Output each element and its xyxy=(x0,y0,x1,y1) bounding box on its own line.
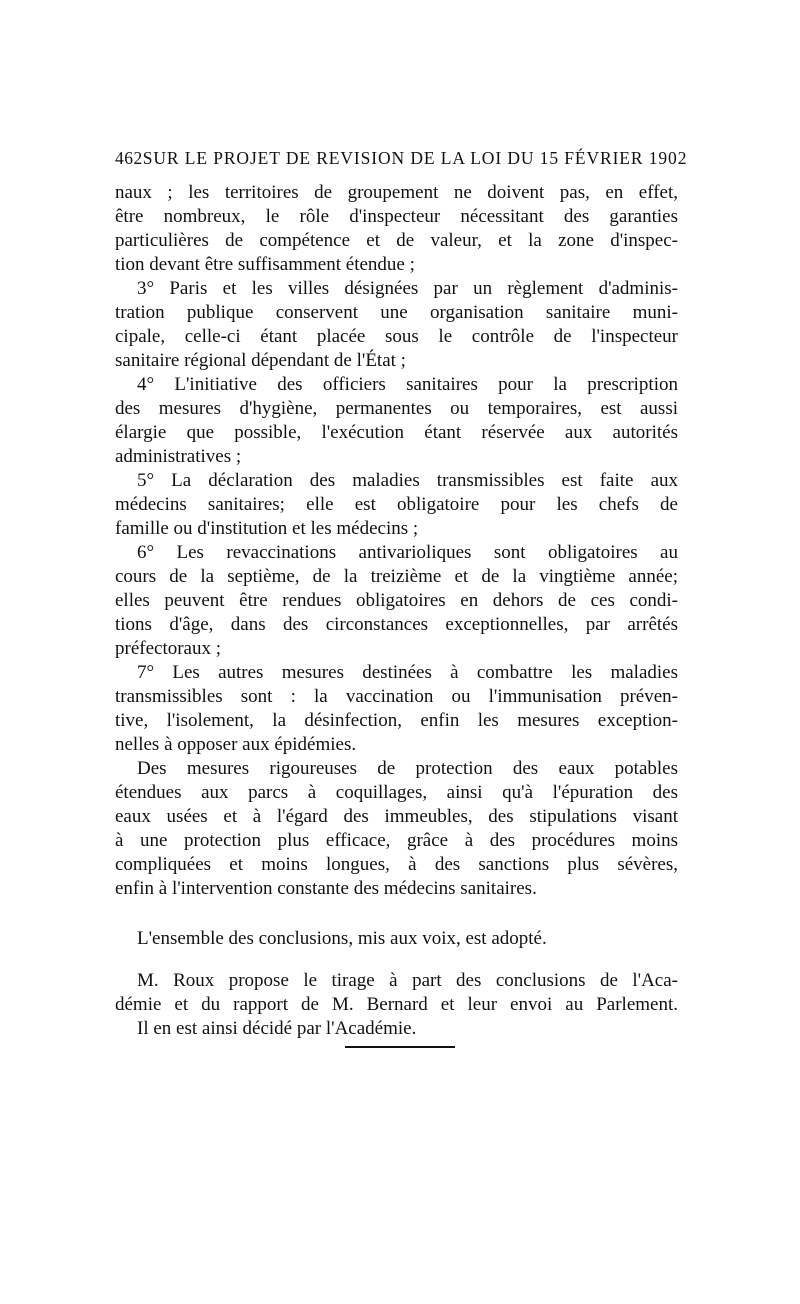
page-number: 462 xyxy=(115,148,143,168)
text-line: tion devant être suffisamment étendue ; xyxy=(115,254,415,275)
text-line: Des mesures rigoureuses de protection des eaux potables xyxy=(137,758,678,779)
text-line: 3° Paris et les villes désignées par un règlement d'adminis- xyxy=(137,278,678,299)
text-line: tions d'âge, dans des circonstances exceptionnelles, par arrêtés xyxy=(115,614,678,635)
text-line: 6° Les revaccinations antivarioliques sont obligatoires au xyxy=(137,542,678,563)
body-text xyxy=(115,181,678,1041)
text-line: être nombreux, le rôle d'inspecteur nécessitant des garanties xyxy=(115,206,678,227)
text-line: nelles à opposer aux épidémies. xyxy=(115,734,357,755)
text-line: administratives ; xyxy=(115,446,242,467)
text-line: des mesures d'hygiène, permanentes ou temporaires, est aussi xyxy=(115,398,678,419)
text-line: M. Roux propose le tirage à part des conclusions de l'Aca- xyxy=(137,970,678,991)
text-line: enfin à l'intervention constante des médecins sanitaires. xyxy=(115,878,537,899)
text-line: démie et du rapport de M. Bernard et leur envoi au Parlement. xyxy=(115,994,678,1015)
text-line: sanitaire régional dépendant de l'État ; xyxy=(115,350,406,371)
text-line: transmissibles sont : la vaccination ou l'immunisation préven- xyxy=(115,686,678,707)
text-line: tive, l'isolement, la désinfection, enfin les mesures exception- xyxy=(115,710,678,731)
text-line: à une protection plus efficace, grâce à des procédures moins xyxy=(115,830,678,851)
running-title: SUR LE PROJET DE REVISION DE LA LOI DU 15 FÉVRIER 1902 xyxy=(142,148,688,168)
text-line: préfectoraux ; xyxy=(115,638,222,659)
text-line: elles peuvent être rendues obligatoires en dehors de ces condi- xyxy=(115,590,678,611)
running-header xyxy=(115,148,688,169)
text-line: étendues aux parcs à coquillages, ainsi qu'à l'épuration des xyxy=(115,782,678,803)
text-line: famille ou d'institution et les médecins ; xyxy=(115,518,419,539)
text-line: tration publique conservent une organisation sanitaire muni- xyxy=(115,302,678,323)
text-line: L'ensemble des conclusions, mis aux voix, est adopté. xyxy=(137,928,547,949)
text-line: naux ; les territoires de groupement ne doivent pas, en effet, xyxy=(115,182,678,203)
text-line: particulières de compétence et de valeur, et la zone d'inspec- xyxy=(115,230,678,251)
text-line: médecins sanitaires; elle est obligatoire pour les chefs de xyxy=(115,494,678,515)
text-line: 7° Les autres mesures destinées à combattre les maladies xyxy=(137,662,678,683)
text-line: compliquées et moins longues, à des sanctions plus sévères, xyxy=(115,854,678,875)
text-line: cours de la septième, de la treizième et de la vingtième année; xyxy=(115,566,678,587)
text-line: Il en est ainsi décidé par l'Académie. xyxy=(137,1018,417,1039)
text-line: élargie que possible, l'exécution étant réservée aux autorités xyxy=(115,422,678,443)
text-line: cipale, celle-ci étant placée sous le contrôle de l'inspecteur xyxy=(115,326,678,347)
text-line: 5° La déclaration des maladies transmissibles est faite aux xyxy=(137,470,678,491)
closing-rule xyxy=(345,1046,455,1048)
text-line: 4° L'initiative des officiers sanitaires pour la prescription xyxy=(137,374,678,395)
text-line: eaux usées et à l'égard des immeubles, des stipulations visant xyxy=(115,806,678,827)
